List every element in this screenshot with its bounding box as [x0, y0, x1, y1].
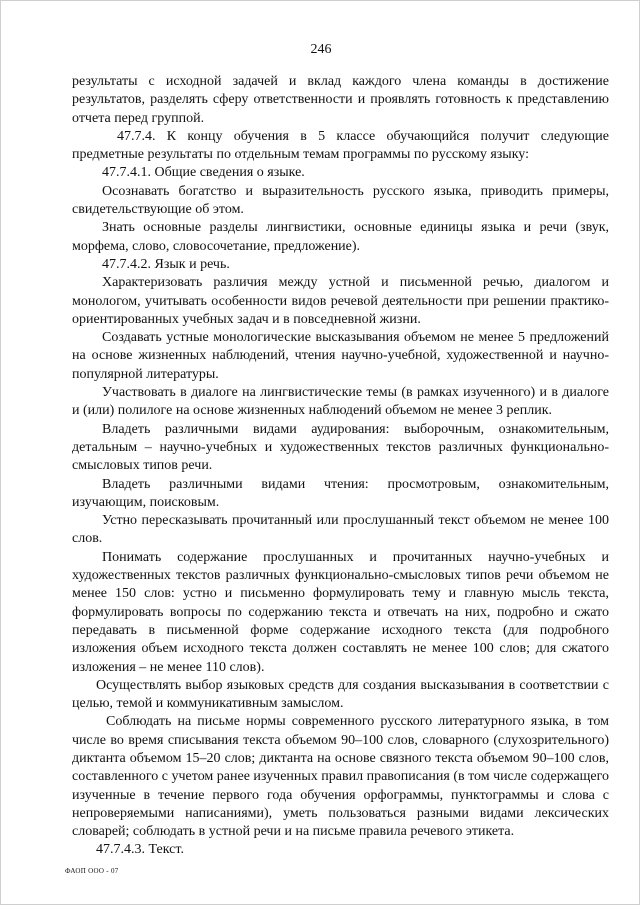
paragraph: Осуществлять выбор языковых средств для создания высказывания в соответствии с целью, темой и коммуникативным замыслом. — [72, 677, 609, 712]
paragraph: Знать основные разделы лингвистики, основные единицы языка и речи (звук, морфема, слово, словосочетание, предложение). — [72, 220, 609, 254]
paragraph-section-47-7-4: 47.7.4. К концу обучения в 5 классе обучающийся получит следующие предметные результаты по отдельным темам программы по русскому языку: — [72, 128, 609, 163]
paragraph: Владеть различными видами чтения: просмотровым, ознакомительным, изучающим, поисковым. — [72, 476, 609, 510]
paragraph: Соблюдать на письме нормы современного русского литературного языка, в том числе во время списывания текста объемом 90–100 слов, словарного (слухозрительного) диктанта объемом 15–20 слов; диктанта на основе связного текста объемом 90–100 слов, составленного с учетом ранее изученных правил правописания (в том числе содержащего изученные в течение первого года обучения орфограммы, пунктограммы и слова с непроверяемыми написаниями), уметь пользоваться разными видами лексических словарей; соблюдать в устной речи и на письме правила речевого этикета. — [72, 714, 609, 840]
paragraph: Устно пересказывать прочитанный или прослушанный текст объемом не менее 100 слов. — [72, 513, 609, 547]
paragraph: Осознавать богатство и выразительность русского языка, приводить примеры, свидетельствующие об этом. — [72, 183, 609, 218]
heading-47-7-4-1: 47.7.4.1. Общие сведения о языке. — [102, 165, 305, 181]
heading-47-7-4-2: 47.7.4.2. Язык и речь. — [102, 256, 230, 272]
paragraph: Владеть различными видами аудирования: выборочным, ознакомительным, детальным – научно-учебных и художественных текстов различных функционально-смысловых типов речи. — [72, 421, 609, 474]
document-body — [72, 73, 609, 860]
paragraph: Создавать устные монологические высказывания объемом не менее 5 предложений на основе жизненных наблюдений, чтения научно-учебной, художественной и научно-популярной литературы. — [72, 330, 609, 382]
footer-label: ФАОП ООО - 07 — [65, 867, 119, 875]
paragraph: Понимать содержание прослушанных и прочитанных научно-учебных и художественных текстов различных функционально-смысловых типов речи объемом не менее 150 слов: устно и письменно формулировать тему и главную мысль текста, формулировать вопросы по содержанию текста и отвечать на них, подробно и сжато передавать в письменной форме содержание исходного текста (для подробного изложения объем исходного текста должен составлять не менее 100 слов; для сжатого изложения – не менее 110 слов). — [72, 549, 609, 675]
paragraph: Характеризовать различия между устной и письменной речью, диалогом и монологом, учитывать особенности видов речевой деятельности при решении практико-ориентированных учебных задач и в повседневной жизни. — [72, 275, 609, 327]
paragraph-continuation: результаты с исходной задачей и вклад каждого члена команды в достижение результатов, разделять сферу ответственности и проявлять готовность к представлению отчета перед группой. — [72, 74, 609, 126]
heading-47-7-4-3: 47.7.4.3. Текст. — [96, 842, 184, 858]
paragraph: Участвовать в диалоге на лингвистические темы (в рамках изученного) и в диалоге и (или) полилоге на основе жизненных наблюдений объемом не менее 3 реплик. — [72, 385, 609, 419]
page-number: 246 — [310, 42, 332, 57]
